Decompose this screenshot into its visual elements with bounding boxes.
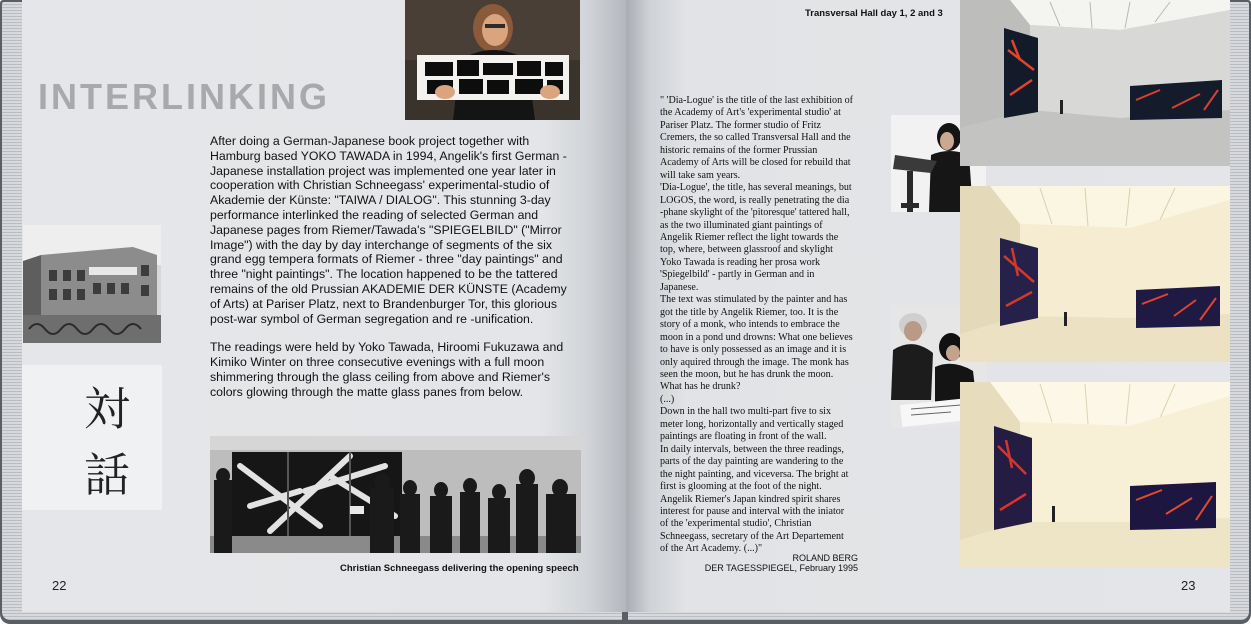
quote-line: The text was stimulated by the painter and has [660,294,848,306]
right-page [626,0,1230,612]
quote-line: of the Art Academy. (...)" [660,543,763,555]
quote-line: as the two illuminated giant paintings of [660,219,823,231]
quote-line: paintings are floating in front of the wall. [660,431,827,443]
left-page [22,0,626,612]
credit-author: ROLAND BERG [792,553,858,563]
quote-line: story of a monk, who intends to embrace the [660,319,840,331]
quote-line: historic remains of the former Prussian [660,144,818,156]
quote-line: Yoko Tawada is reading her prosa work [660,256,821,268]
quote-line: 'Spiegelbild' - partly in German and in [660,269,815,281]
quote-line: What has he drunk? [660,381,741,393]
quote-line: the night painting, and viceversa. The bright at [660,468,849,480]
quote-line: will take sam years. [660,169,741,181]
photo-opening-speech [210,436,581,553]
quote-line: seen the moon, but he has drunk the moon. [660,368,834,380]
quote-line: (...) [660,393,675,405]
calligraphy-kanji [56,376,158,508]
gallery-header: Transversal Hall day 1, 2 and 3 [805,8,943,19]
quote-line: got the title by Angelik Riemer, too. It is the [660,306,839,318]
quote-line: Academy of Arts will be closed for rebuild that [660,157,851,169]
quote-line: Schneegass, secretary of the Art Departement [660,530,844,542]
article-credit [666,553,858,573]
photo-hall-day-2 [960,186,1230,362]
quote-line: Pariser Platz. The former studio of Fritz [660,119,821,131]
quote-line: to have is only possessed as an image and it is [660,344,847,356]
page-number-right: 23 [1181,578,1196,593]
photo-caption: Christian Schneegass delivering the opening speech [340,563,579,574]
quote-line: Down in the hall two multi-part five to six [660,406,832,418]
quote-line: " 'Dia-Logue' is the title of the last exhibition of [660,95,854,106]
main-text-paragraph-1: After doing a German-Japanese book project together with Hamburg based YOKO TAWADA in 1994, Angelik's first German -Japanese installation project was implemented one year later in cooperation with Christian Schneegass' experimental-studio of Akademie der Künste: "TAIWA / DIALOG". This stunning 3-day performance interlinked the reading of selected German and Japanese pages from Riemer/Tawada's "SPIEGELBILD" ("Mirror Image") with the day by day interchange of segments of the six grand egg tempera formats of Riemer - three "day paintings" and three "night paintings". The location happened to be the tattered remains of the old Prussian AKADEMIE DER KÜNSTE (Academy of Arts) at Pariser Platz, next to Brandenburger Tor, this glorious post-war symbol of German segregation and re -unification. [210,134,567,326]
photo-academy-building [23,225,161,343]
photo-hall-day-3 [960,382,1230,568]
photo-woman-holding-print [405,0,580,120]
quote-line: top, where, between glassroof and skylight [660,244,833,256]
quote-line: meter long, horizontally and vertically staged [660,418,844,430]
quote-line: the Academy of Art's 'experimental studio' at [660,107,841,119]
photo-hall-day-1 [960,0,1230,166]
quote-line: 'Dia-Logue', the title, has several meanings, but [660,182,852,194]
main-text-paragraph-2: The readings were held by Yoko Tawada, Hiroomi Fukuzawa and Kimiko Winter on three consecutive evenings with a full moon shimmering through the glass ceiling from above and Riemer's colors glowing through the matte glass panes from below. [210,340,564,399]
quote-line: first is glooming at the foot of the night. [660,481,822,493]
quote-line: Japanese. [660,281,699,293]
quote-line: interest for pause and interval with the iniator [660,505,845,517]
quote-text [660,95,870,556]
credit-source: DER TAGESSPIEGEL, February 1995 [704,563,858,573]
quote-line: only aquired through the image. The monk has [660,356,849,368]
quote-line: Angelik Riemer reflect the light towards the [660,231,839,243]
kanji-wa: 話 [84,448,130,502]
quote-line: -phane skylight of the 'pitoresque' tattered hall, [660,207,850,219]
quote-line: LOGOS, the word, is really penetrating the dia [660,194,850,206]
quote-line: parts of the day painting are wandering to the [660,456,844,468]
quote-line: In daily intervals, between the three readings, [660,443,844,455]
kanji-tai: 対 [84,382,130,436]
main-text [210,134,580,414]
quote-line: Angelik Riemer's Japan kindred spirit shares [660,493,841,505]
page-title: INTERLINKING [38,76,330,117]
quote-line: of the 'experimental studio', Christian [660,518,812,530]
page-number-left: 22 [52,578,67,593]
quote-line: Cremers, the so called Transversal Hall and the [660,132,851,144]
quote-line: moon in a pond und drowns: What one believes [660,331,853,343]
